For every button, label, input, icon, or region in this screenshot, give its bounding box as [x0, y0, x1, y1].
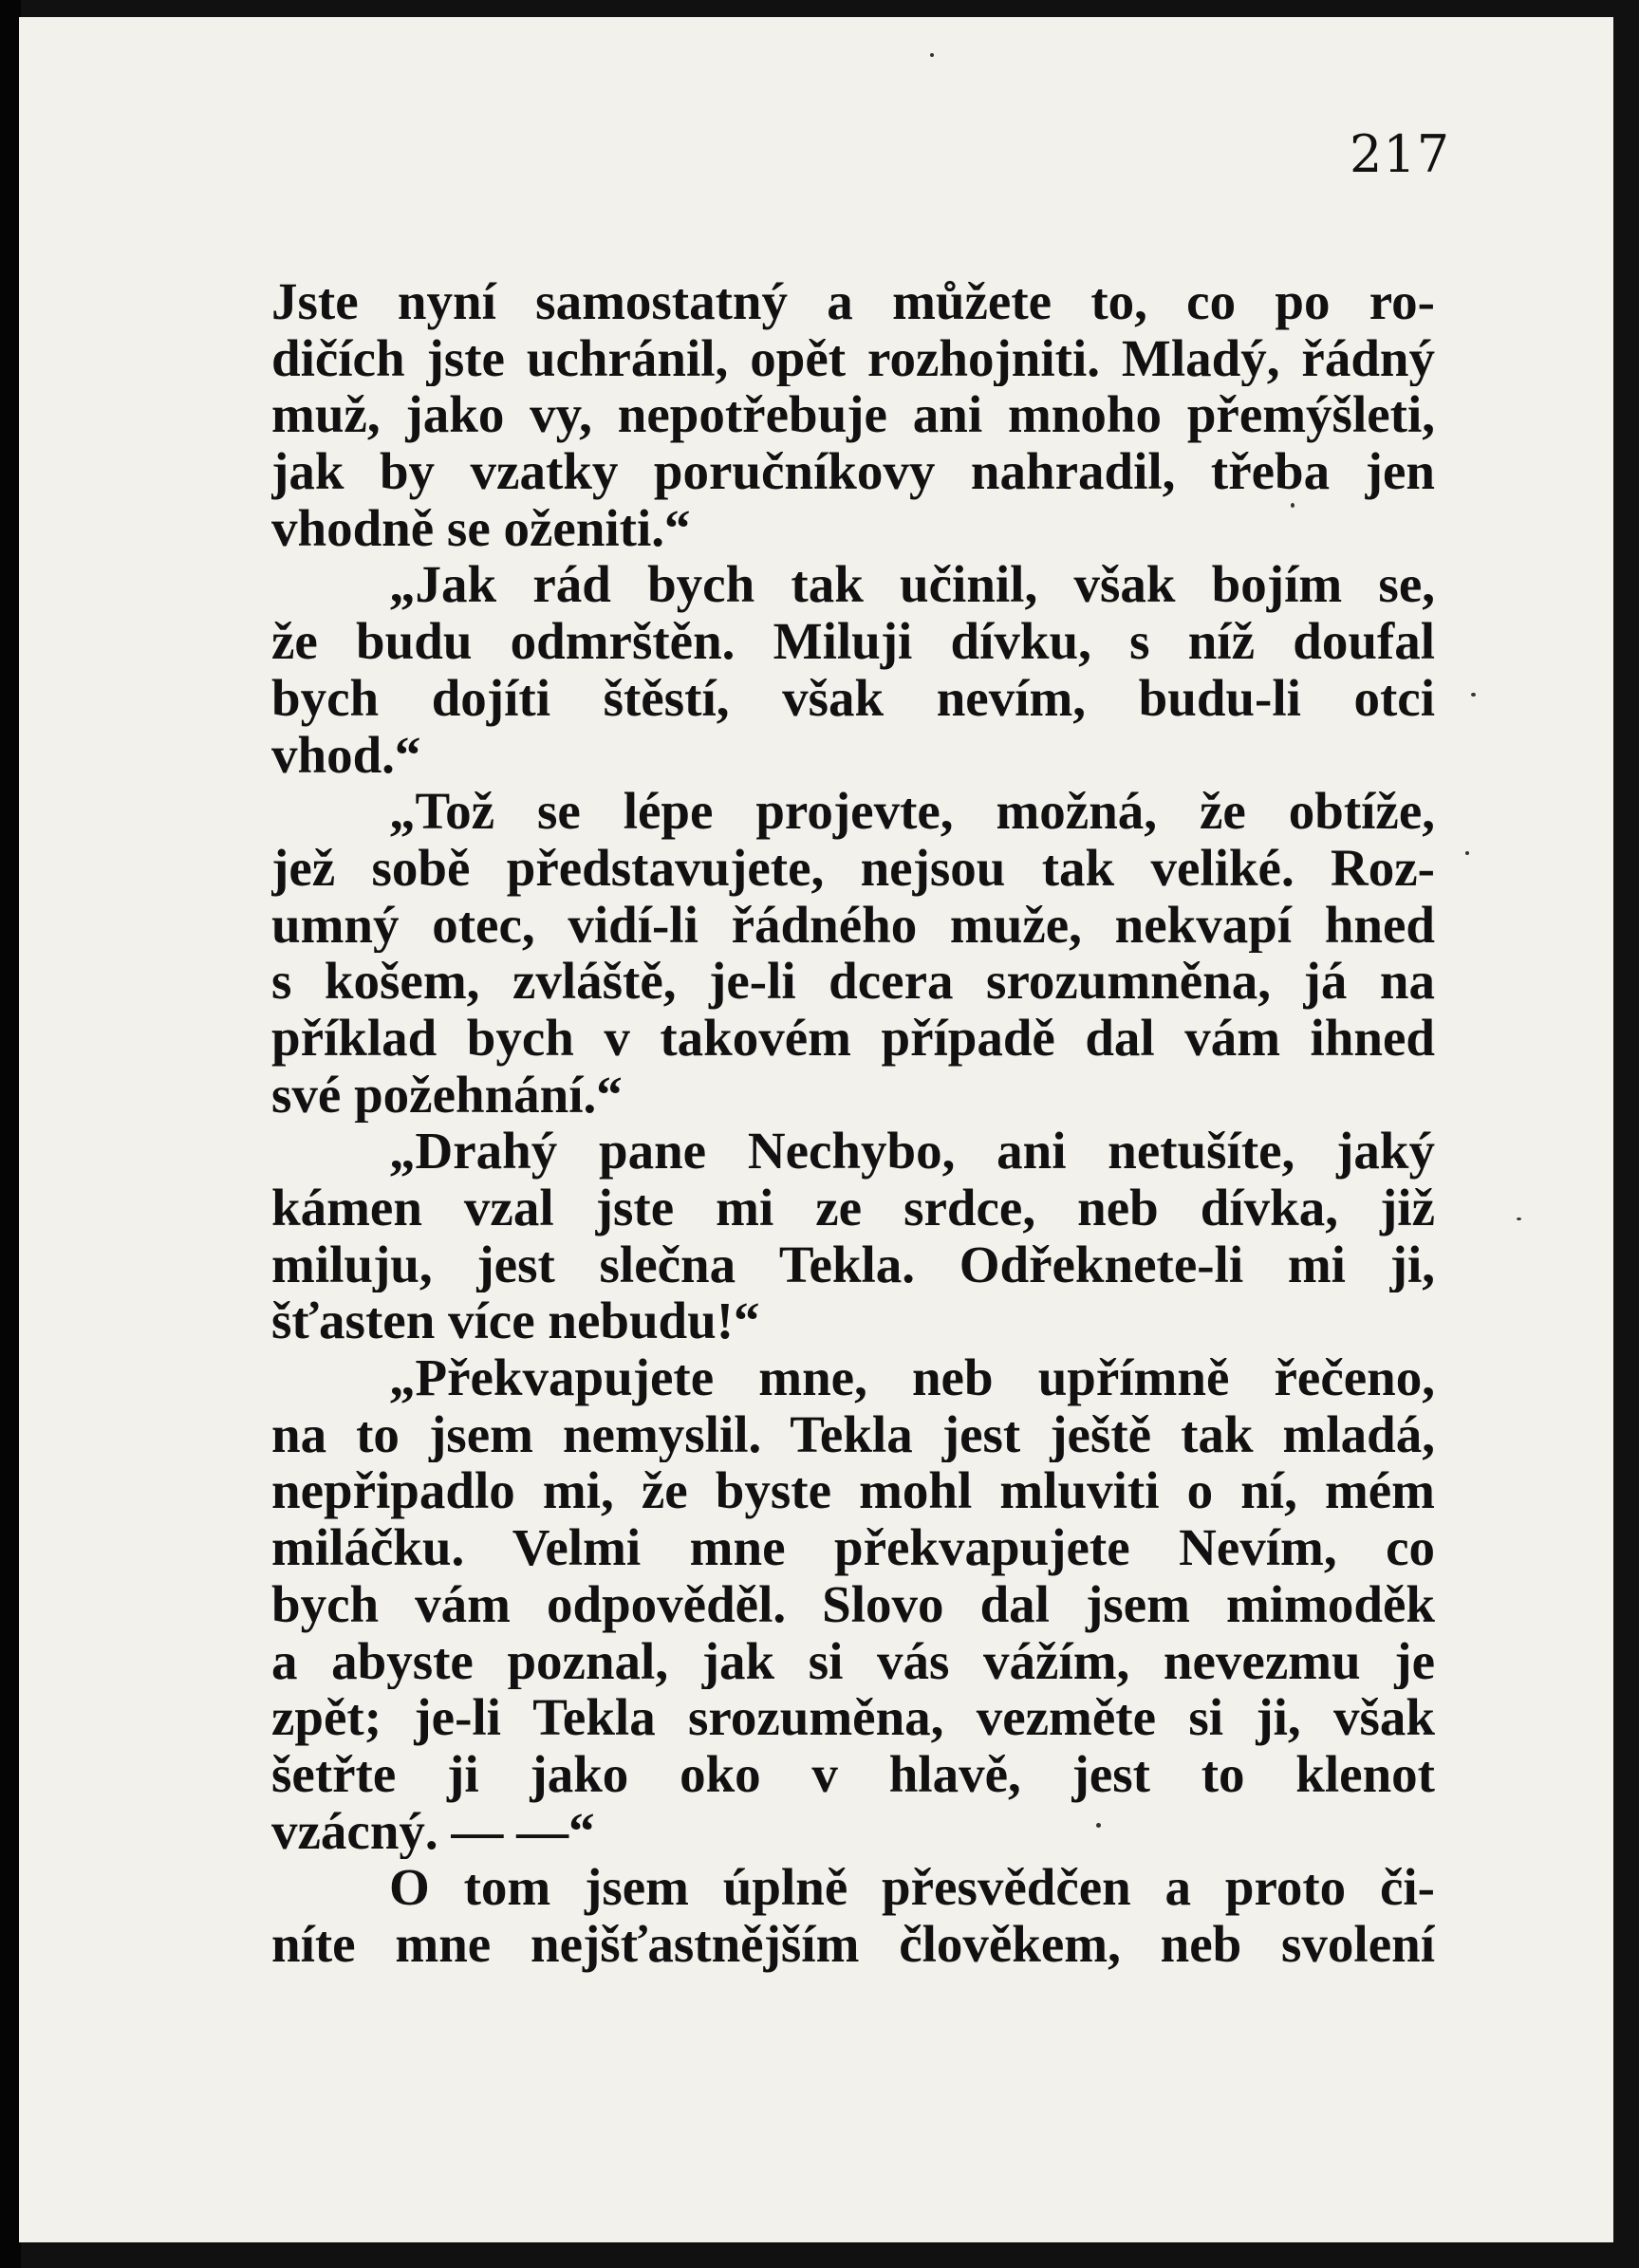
- text-line: s košem, zvláště, je-li dcera srozumněna, já na: [271, 953, 1435, 1010]
- text-line: své požehnání.“: [271, 1066, 623, 1124]
- scan-speck: [1517, 1218, 1521, 1220]
- scan-speck: [1471, 693, 1476, 697]
- text-line: na to jsem nemyslil. Tekla jest ještě tak mladá,: [271, 1405, 1435, 1463]
- text-line: zpět; je-li Tekla srozuměna, vezměte si ji, však: [271, 1689, 1435, 1746]
- text-line: kámen vzal jste mi ze srdce, neb dívka, již: [271, 1180, 1435, 1236]
- text-line: níte mne nejšťastnějším člověkem, neb svolení: [271, 1915, 1435, 1973]
- text-line: miluju, jest slečna Tekla. Odřeknete-li mi ji,: [271, 1236, 1435, 1293]
- text-line: dičích jste uchránil, opět rozhojniti. Mladý, řádný: [271, 329, 1435, 387]
- text-line: muž, jako vy, nepotřebuje ani mnoho přemýšleti,: [271, 386, 1435, 444]
- text-line: vhod.“: [271, 726, 421, 784]
- scan-speck: [930, 53, 934, 57]
- scan-speck: [1096, 1823, 1101, 1828]
- text-line: jak by vzatky poručníkovy nahradil, třeba jen: [271, 443, 1435, 500]
- text-line: že budu odmrštěn. Miluji dívku, s níž doufal: [271, 613, 1435, 670]
- text-line: příklad bych v takovém případě dal vám ihned: [271, 1009, 1435, 1067]
- book-spine-edge: [0, 0, 21, 2268]
- text-line: jež sobě představujete, nejsou tak veliké. Roz-: [271, 839, 1435, 897]
- scan-speck: [1291, 503, 1294, 508]
- text-line: vhodně se oženiti.“: [271, 499, 691, 557]
- text-line: nepřipadlo mi, že byste mohl mluviti o ní, mém: [271, 1462, 1435, 1520]
- text-line: „Jak rád bych tak učinil, však bojím se,: [389, 556, 1435, 614]
- text-line: „Překvapujete mne, neb upřímně řečeno,: [389, 1349, 1435, 1406]
- text-line: a abyste poznal, jak si vás vážím, nevezmu je: [271, 1632, 1435, 1690]
- book-page: [19, 17, 1613, 2242]
- text-line: „Drahý pane Nechybo, ani netušíte, jaký: [389, 1123, 1435, 1180]
- page-number: 217: [1350, 124, 1451, 184]
- text-line: miláčku. Velmi mne překvapujete Nevím, co: [271, 1519, 1435, 1576]
- scan-speck: [1465, 851, 1469, 855]
- text-line: O tom jsem úplně přesvědčen a proto či-: [389, 1859, 1435, 1916]
- body-text: [271, 273, 1435, 1973]
- text-line: šťasten více nebudu!“: [271, 1292, 760, 1350]
- text-line: bych vám odpověděl. Slovo dal jsem mimoděk: [271, 1575, 1435, 1633]
- text-line: bych dojíti štěstí, však nevím, budu-li otci: [271, 669, 1435, 727]
- text-line: „Tož se lépe projevte, možná, že obtíže,: [389, 783, 1435, 840]
- text-line: vzácný. — —“: [271, 1802, 595, 1860]
- text-line: umný otec, vidí-li řádného muže, nekvapí hned: [271, 896, 1435, 954]
- text-line: šetřte ji jako oko v hlavě, jest to klenot: [271, 1745, 1435, 1803]
- text-line: Jste nyní samostatný a můžete to, co po ro-: [271, 273, 1435, 330]
